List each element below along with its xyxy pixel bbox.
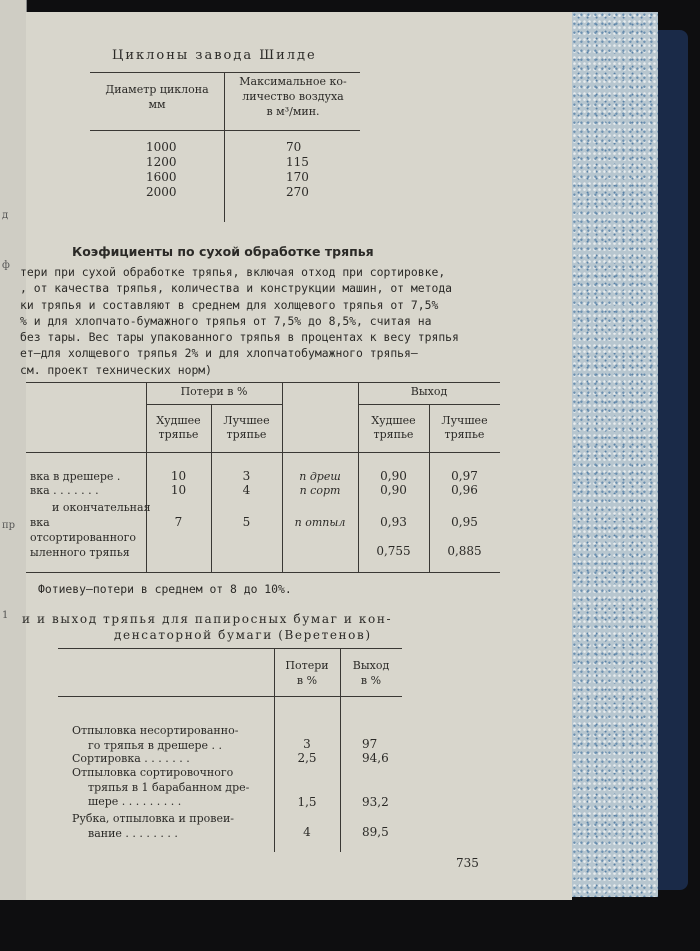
- table-cell: 7: [174, 515, 183, 529]
- shilde-air: [286, 140, 309, 200]
- label-line: вание . . . . . . . .: [88, 826, 178, 840]
- header-line: в м³/мин.: [266, 105, 320, 118]
- losses-header: Потери в %: [180, 385, 248, 398]
- header-line: тряпье: [158, 428, 199, 441]
- loss-header: [274, 658, 340, 688]
- header-line: мм: [148, 98, 166, 111]
- table-rule: [58, 696, 402, 697]
- header-line: в %: [296, 674, 318, 687]
- header-line: Диаметр циклона: [105, 83, 209, 96]
- shilde-title: Циклоны завода Шилде: [112, 48, 317, 63]
- coef-heading: Коэфициенты по сухой обработке тряпья: [72, 244, 374, 259]
- margin-mark: 1: [2, 610, 9, 621]
- margin-mark: д: [2, 210, 9, 221]
- worst-header-out: [358, 414, 429, 442]
- table3-title-1: и и выход тряпья для папиросных бумаг и кон-: [22, 612, 393, 626]
- table-cell: 89,5: [362, 825, 389, 839]
- table-cell: 10: [170, 469, 187, 483]
- table3-title-2: денсаторной бумаги (Веретенов): [114, 628, 372, 642]
- table-cell: 10: [170, 483, 187, 497]
- table2-note: Фотиеву—потери в среднем от 8 до 10%.: [38, 582, 292, 596]
- table-cell: 1200: [146, 155, 177, 169]
- page-block-edge: [566, 12, 658, 897]
- label-line: тряпья в 1 барабанном дре-: [88, 780, 250, 794]
- header-line: Лучшее: [441, 414, 488, 427]
- table-cell: 1000: [146, 140, 177, 154]
- header-line: в %: [360, 674, 382, 687]
- table-cell: п дреш: [299, 470, 341, 483]
- text-line: ет—для холщевого тряпья 2% и для хлопчатобумажного тряпья—: [20, 346, 418, 361]
- text-line: без тары. Вес тары упакованного тряпья в процентах к весу тряпья: [20, 330, 459, 345]
- table-cell: 0,90: [380, 469, 407, 483]
- table-cell: 4: [303, 825, 311, 839]
- table-cell: 0,90: [380, 483, 407, 497]
- label-line: и окончательная: [52, 501, 151, 514]
- table-cell: 4: [242, 483, 251, 497]
- label-line: ыленного тряпья: [30, 546, 130, 559]
- table-cell: п сорт: [299, 484, 341, 497]
- table-cell: 0,95: [451, 515, 478, 529]
- header-line: Максимальное ко-: [239, 75, 347, 88]
- shilde-col2-header: [226, 74, 360, 119]
- table-rule: [90, 130, 360, 131]
- table-cell: 1,5: [297, 795, 317, 809]
- header-line: Худшее: [371, 414, 416, 427]
- table-cell: 270: [286, 185, 309, 199]
- column-rule: [224, 72, 225, 222]
- table-cell: 5: [242, 515, 251, 529]
- table-cell: 70: [286, 140, 302, 154]
- text-line: , от качества тряпья, количества и конструкции машин, от метода: [20, 281, 453, 296]
- table-cell: 0,93: [380, 515, 407, 529]
- output-header: Выход: [410, 385, 448, 398]
- table-cell: 3: [242, 469, 251, 483]
- header-line: личество воздуха: [242, 90, 344, 103]
- worst-header: [146, 414, 211, 442]
- best-header-out: [429, 414, 500, 442]
- table3-row-label: [72, 724, 238, 753]
- book-page: [20, 12, 572, 900]
- table-rule: [26, 572, 500, 573]
- margin-mark: ф: [2, 260, 10, 271]
- table3-row-label: Сортировка . . . . . . .: [72, 752, 190, 765]
- shilde-col1-header: [92, 82, 222, 112]
- table-rule: [146, 404, 282, 405]
- header-line: Худшее: [156, 414, 201, 427]
- header-line: тряпье: [444, 428, 485, 441]
- header-line: тряпье: [226, 428, 267, 441]
- header-line: Потери: [285, 659, 329, 672]
- header-line: тряпье: [373, 428, 414, 441]
- table-rule: [90, 72, 360, 73]
- table-rule: [26, 452, 500, 453]
- margin-mark: пр: [2, 520, 16, 531]
- text-line: ки тряпья и составляют в среднем для холщевого тряпья от 7,5%: [20, 297, 439, 312]
- table-cell: 93,2: [362, 795, 389, 809]
- table-cell: 0,96: [451, 483, 478, 497]
- page-number: 735: [456, 856, 479, 870]
- table-cell: 0,885: [447, 544, 482, 558]
- label-line: Отпыловка несортированно-: [72, 724, 239, 737]
- table-cell: 94,6: [362, 751, 389, 765]
- text-line: тери при сухой обработке тряпья, включая отход при сортировке,: [20, 265, 446, 279]
- table-rule: [58, 648, 402, 649]
- label-line: вка: [30, 516, 50, 529]
- table-cell: 2,5: [297, 751, 317, 765]
- table-rule: [26, 382, 500, 383]
- table-cell: 170: [286, 170, 309, 184]
- label-line: шере . . . . . . . . .: [88, 795, 182, 808]
- table-row-label: [30, 500, 151, 530]
- table-row-label: вка . . . . . . .: [30, 484, 99, 497]
- previous-page-edge: [0, 0, 27, 900]
- text-line: % и для хлопчато-бумажного тряпья от 7,5% до 8,5%, считая на: [20, 313, 432, 328]
- shilde-diameters: [146, 140, 177, 200]
- header-line: Выход: [352, 659, 390, 672]
- label-line: го тряпья в дрешере . .: [88, 738, 222, 752]
- best-header: [211, 414, 282, 442]
- table-cell: 97: [362, 737, 378, 751]
- label-line: Рубка, отпыловка и провеи-: [72, 812, 235, 825]
- table3-row-label: [72, 812, 234, 841]
- table-cell: 0,755: [376, 544, 411, 558]
- table-row-label: вка в дрешере .: [30, 470, 121, 483]
- table3-row-label: [72, 766, 249, 810]
- table-cell: 0,97: [451, 469, 478, 483]
- out-header: [340, 658, 402, 688]
- coef-paragraph: [20, 264, 459, 378]
- header-line: Лучшее: [223, 414, 270, 427]
- text-line: см. проект технических норм): [20, 362, 213, 377]
- table-cell: 1600: [146, 170, 177, 184]
- label-line: Отпыловка сортировочного: [72, 766, 234, 779]
- table-row-label: [30, 530, 136, 560]
- table-cell: п отпыл: [294, 516, 346, 529]
- label-line: отсортированного: [30, 531, 137, 544]
- table-cell: 115: [286, 155, 309, 169]
- table-cell: 2000: [146, 185, 177, 199]
- table-cell: 3: [303, 737, 311, 751]
